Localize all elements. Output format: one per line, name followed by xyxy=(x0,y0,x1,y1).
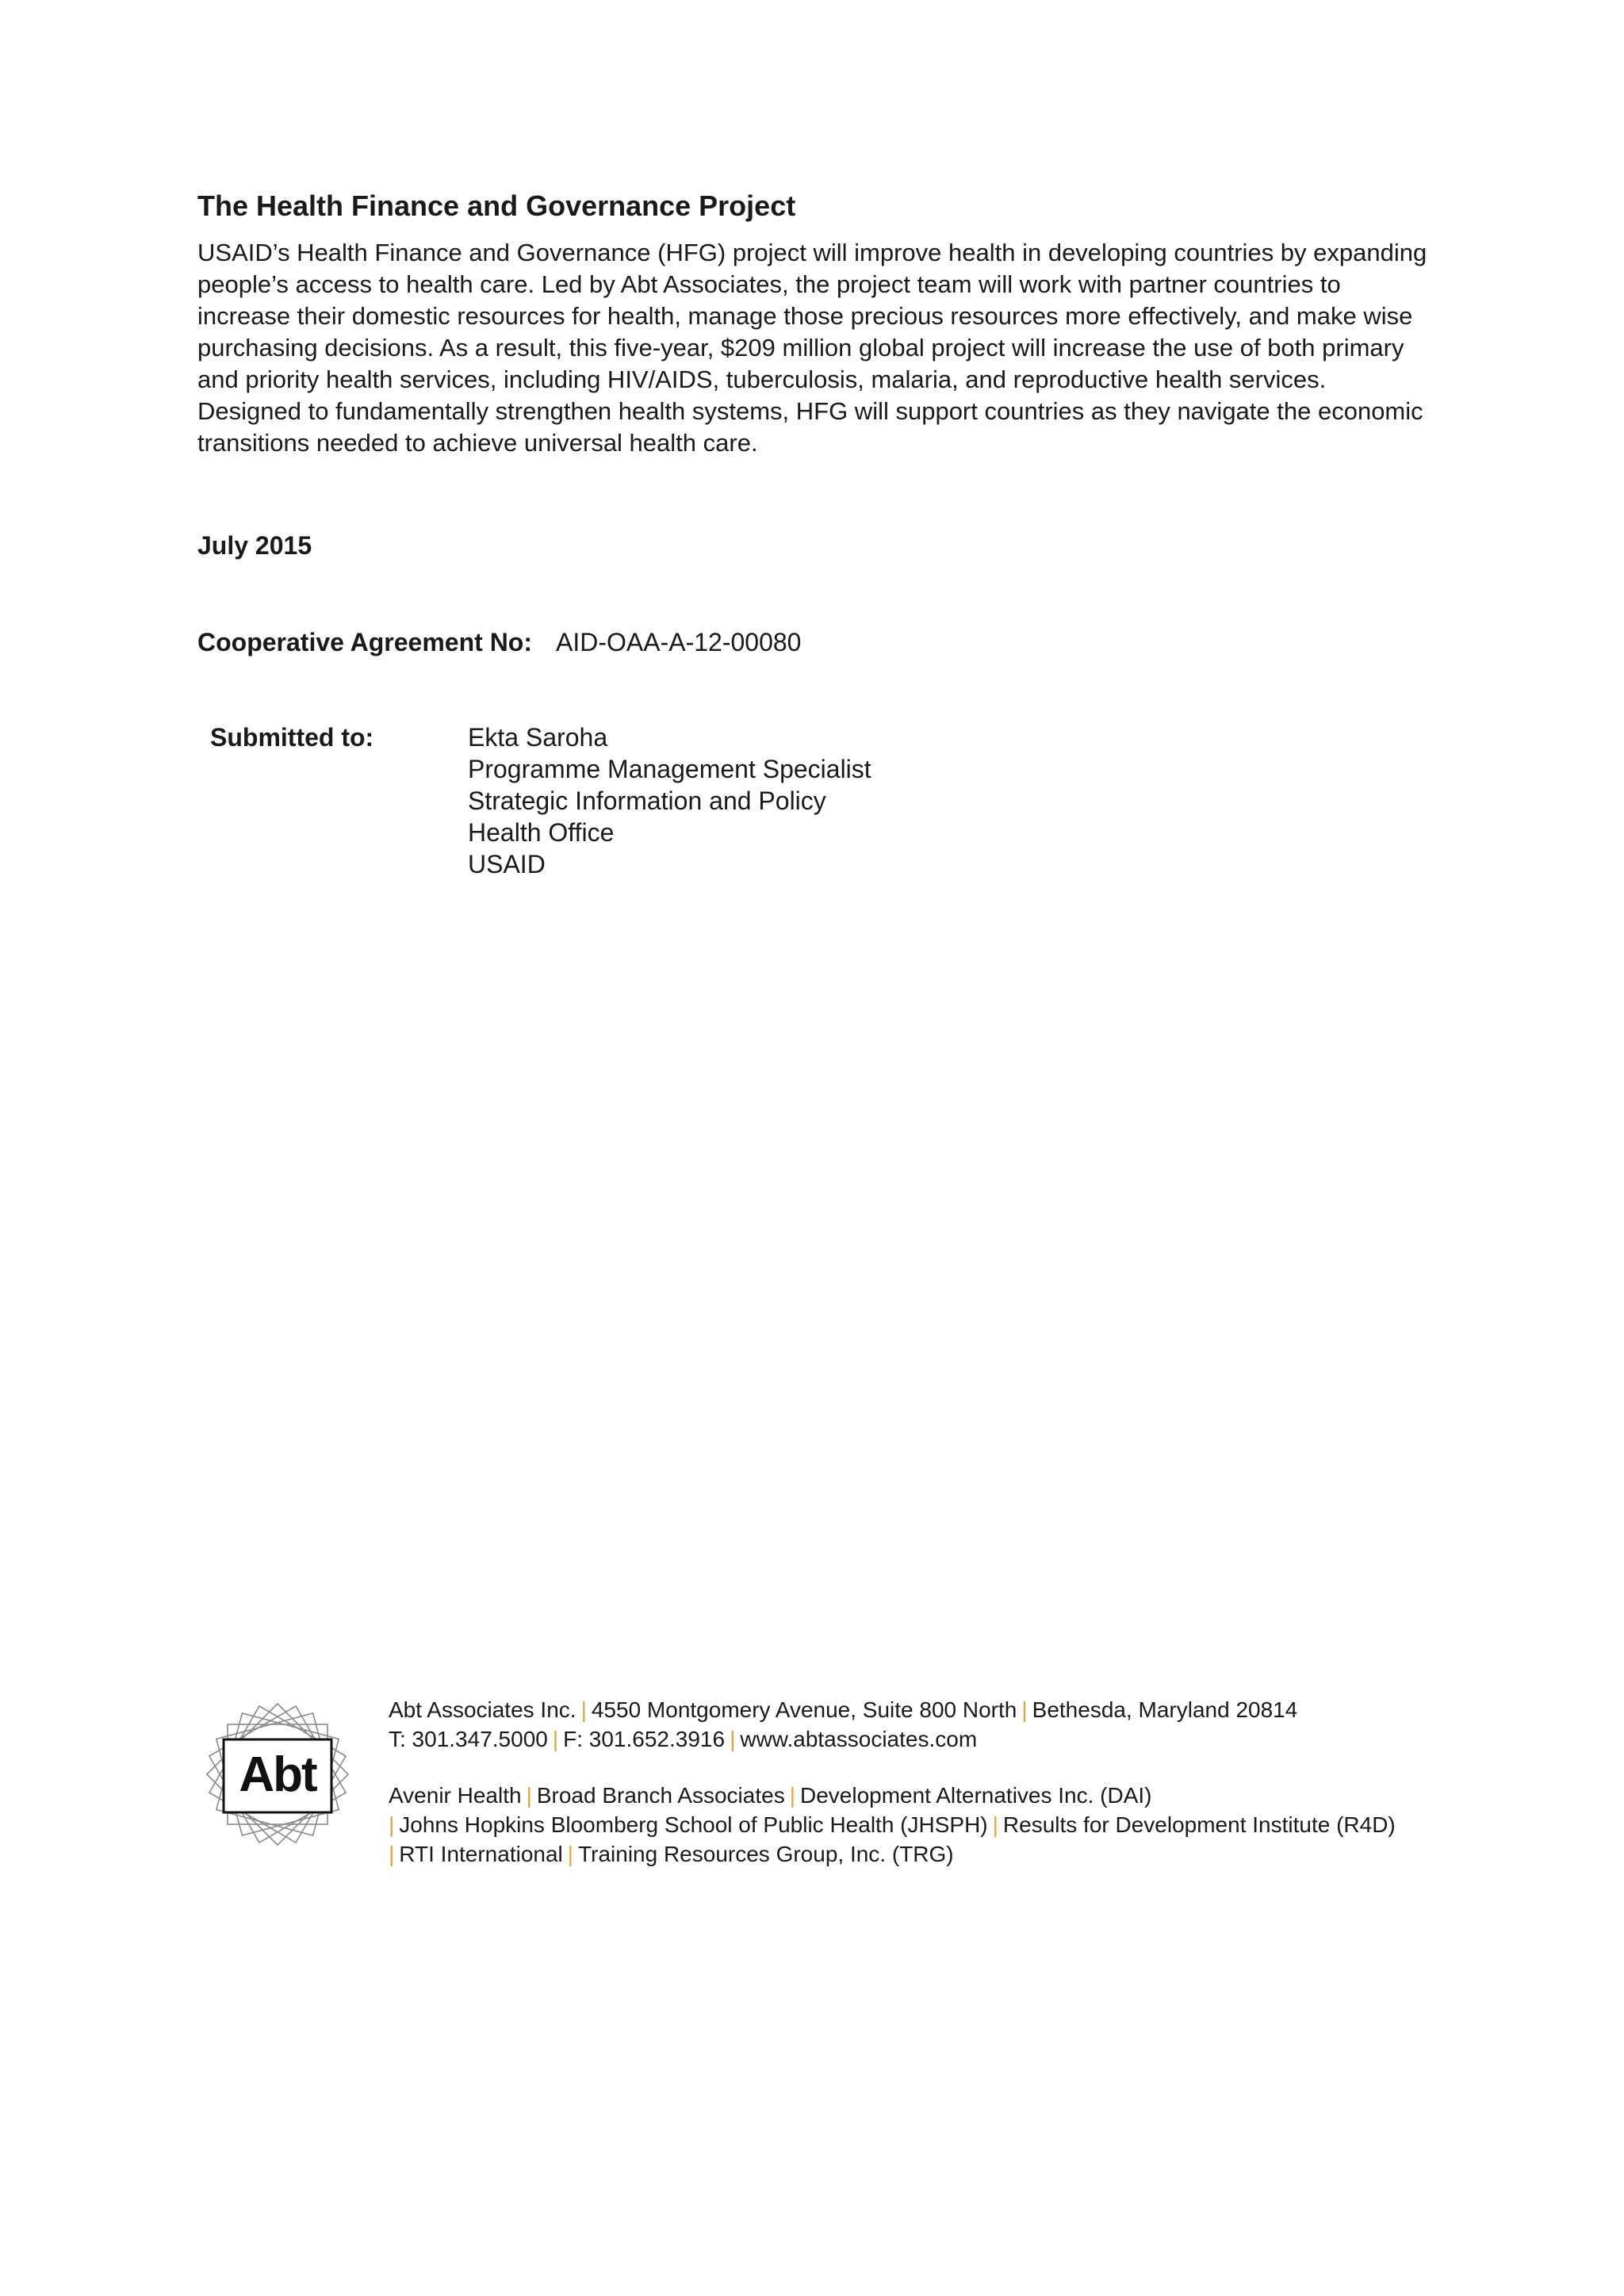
address-line xyxy=(389,1695,1396,1724)
submitted-to-label: Submitted to: xyxy=(210,723,374,752)
partner-name: Broad Branch Associates xyxy=(536,1783,785,1808)
partners-line-1 xyxy=(389,1781,1396,1810)
abt-logo-text: Abt xyxy=(239,1747,316,1802)
recipient-name: Ekta Saroha xyxy=(468,723,608,752)
contact-line xyxy=(389,1724,1396,1754)
partner-name: Development Alternatives Inc. (DAI) xyxy=(799,1783,1152,1808)
partner-name: Results for Development Institute (R4D) xyxy=(1002,1812,1396,1837)
recipient-title: Programme Management Specialist xyxy=(468,755,871,783)
separator: | xyxy=(789,1783,795,1808)
agreement-number: AID-OAA-A-12-00080 xyxy=(556,628,802,656)
spacer xyxy=(389,1754,1396,1781)
partners-line-3 xyxy=(389,1839,1396,1869)
project-description: USAID’s Health Finance and Governance (HFG) project will improve health in developing countries by expanding people’s access to health care. Led by Abt Associates, the project team will work with partner countries to increase their domestic resources for health, manage those precious resources more effectively, and make wise purchasing decisions. As a result, this five-year, $209 million global project will increase the use of both primary and priority health services, including HIV/AIDS, tuberculosis, malaria, and reproductive health services. Designed to fundamentally strengthen health systems, HFG will support countries as they navigate the economic transitions needed to achieve universal health care. xyxy=(197,239,1427,457)
cooperative-agreement xyxy=(197,626,801,658)
agreement-label: Cooperative Agreement No: xyxy=(197,628,532,656)
project-section xyxy=(197,189,1434,459)
separator: | xyxy=(526,1783,532,1808)
separator: | xyxy=(580,1697,587,1722)
partner-name: Johns Hopkins Bloomberg School of Public Health (JHSPH) xyxy=(399,1812,988,1837)
fax-number: F: 301.652.3916 xyxy=(563,1727,726,1751)
recipient-agency: USAID xyxy=(468,850,546,878)
report-date: July 2015 xyxy=(197,531,312,560)
recipient-office: Health Office xyxy=(468,818,615,847)
separator: | xyxy=(552,1727,559,1751)
partners-line-2 xyxy=(389,1810,1396,1839)
footer xyxy=(198,1695,1467,1877)
phone-number: T: 301.347.5000 xyxy=(389,1727,548,1751)
company-name: Abt Associates Inc. xyxy=(389,1697,576,1722)
project-title: The Health Finance and Governance Project xyxy=(197,189,796,222)
city-address: Bethesda, Maryland 20814 xyxy=(1032,1697,1298,1722)
recipient-lines xyxy=(468,721,1102,880)
partner-name: RTI International xyxy=(399,1842,563,1866)
street-address: 4550 Montgomery Avenue, Suite 800 North xyxy=(591,1697,1017,1722)
separator: | xyxy=(389,1812,395,1837)
separator: | xyxy=(992,1812,998,1837)
abt-logo xyxy=(198,1695,357,1854)
footer-contact xyxy=(389,1695,1396,1869)
separator: | xyxy=(730,1727,736,1751)
partner-name: Training Resources Group, Inc. (TRG) xyxy=(578,1842,954,1866)
separator: | xyxy=(1021,1697,1028,1722)
recipient-unit: Strategic Information and Policy xyxy=(468,786,826,815)
partner-name: Avenir Health xyxy=(389,1783,522,1808)
website-link[interactable]: www.abtassociates.com xyxy=(740,1727,978,1751)
separator: | xyxy=(567,1842,574,1866)
separator: | xyxy=(389,1842,395,1866)
